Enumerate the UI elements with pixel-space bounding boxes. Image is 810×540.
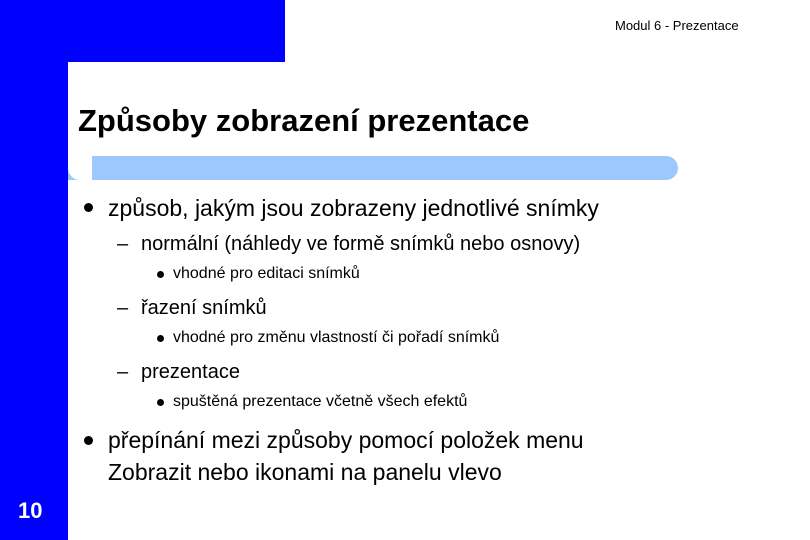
bullet-l3-c: spuštěná prezentace včetně všech efektů bbox=[173, 393, 468, 410]
bullet-dot bbox=[84, 203, 93, 212]
bullet-l3-b: vhodné pro změnu vlastností či pořadí snímků bbox=[173, 329, 500, 346]
dash-marker: – bbox=[117, 233, 129, 255]
top-blue-band bbox=[0, 0, 285, 62]
bullet-dot bbox=[157, 399, 164, 406]
dash-marker: – bbox=[117, 361, 129, 383]
dash-marker: – bbox=[117, 297, 129, 319]
slide-title: Způsoby zobrazení prezentace bbox=[78, 103, 530, 138]
title-underline-bar bbox=[68, 156, 678, 180]
bullet-l1-a: způsob, jakým jsou zobrazeny jednotlivé snímky bbox=[108, 195, 599, 221]
bullet-l1-b-line2: Zobrazit nebo ikonami na panelu vlevo bbox=[108, 459, 502, 485]
bullet-l2-a: normální (náhledy ve formě snímků nebo osnovy) bbox=[141, 233, 581, 255]
bullet-l3-a: vhodné pro editaci snímků bbox=[173, 265, 360, 282]
bullet-l2-b: řazení snímků bbox=[141, 297, 267, 319]
bullet-l1-b-line1: přepínání mezi způsoby pomocí položek menu bbox=[108, 427, 584, 453]
module-header: Modul 6 - Prezentace bbox=[615, 18, 739, 33]
bullet-dot bbox=[157, 335, 164, 342]
bullet-l2-c: prezentace bbox=[141, 361, 240, 383]
bullet-dot bbox=[84, 436, 93, 445]
bullet-dot bbox=[157, 271, 164, 278]
title-bar-curve bbox=[68, 156, 92, 180]
page-number: 10 bbox=[18, 498, 43, 523]
left-blue-band bbox=[0, 62, 68, 540]
